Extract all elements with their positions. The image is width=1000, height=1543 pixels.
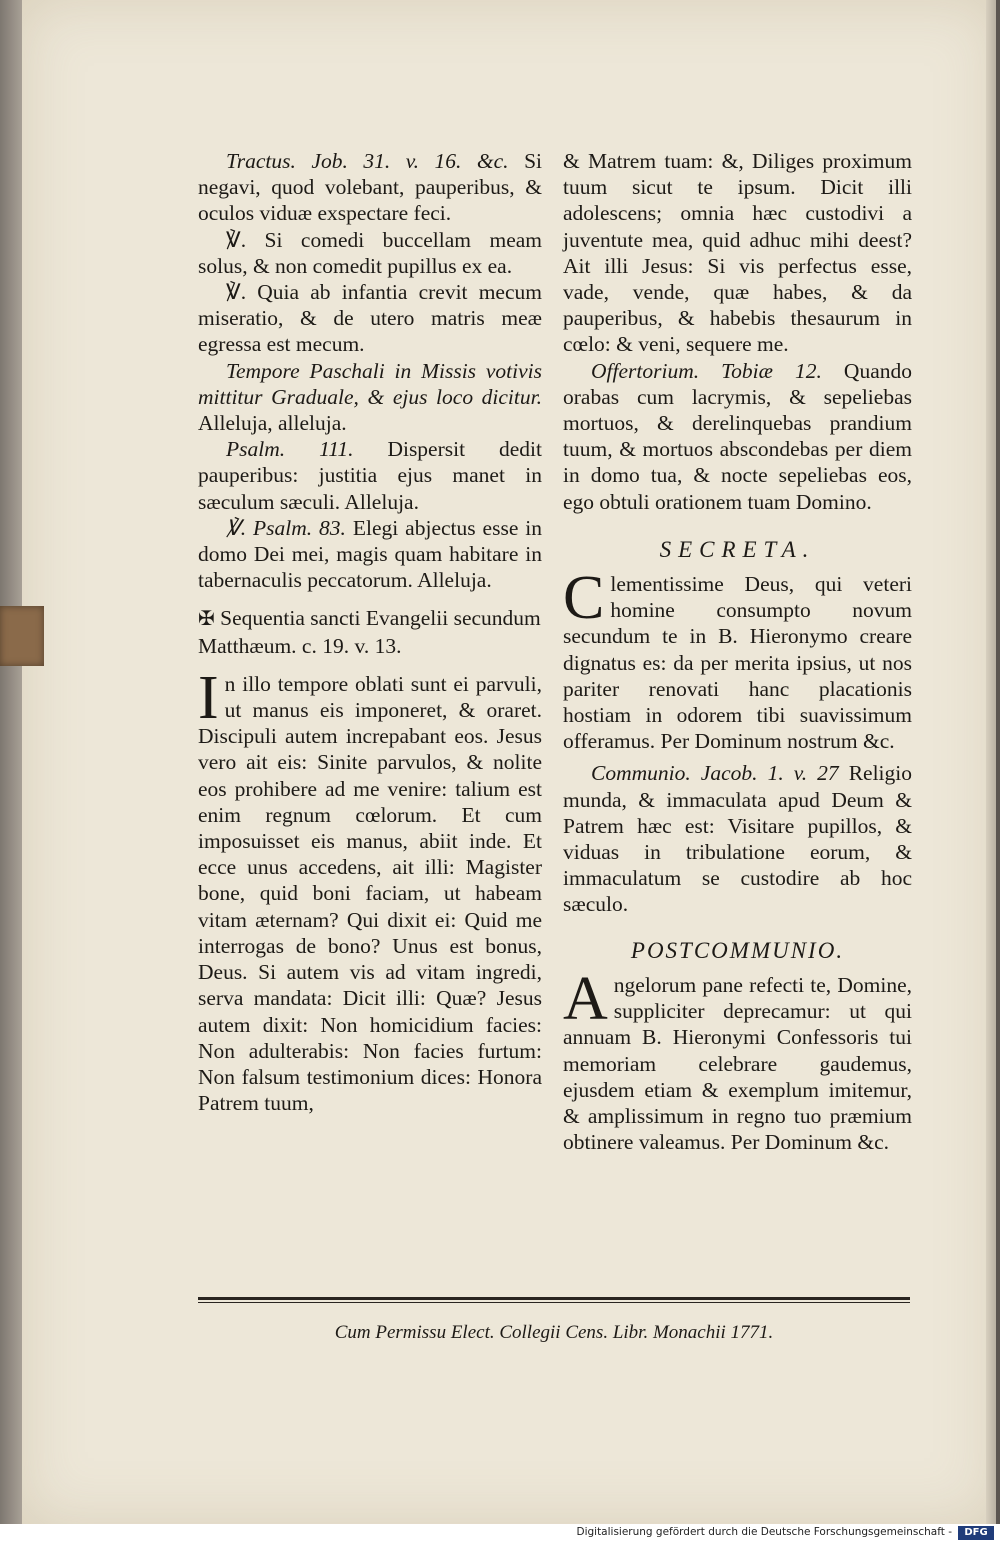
offertorium-reference: Offertorium. Tobiæ 12.: [591, 358, 822, 383]
rubric-paragraph: [198, 358, 542, 437]
gospel-drop-cap: I: [198, 663, 219, 732]
gospel-text: n illo tempore oblati sunt ei parvuli, ut manus eis imponeret, & oraret. Discipuli autem increpabant eos. Jesus vero ait eis: Sinite parvulos, & nolite eos prohibere ad me venire: talium est enim regnum cœlorum. Et cum imposuisset eis manus, abiit inde. Et ecce unus accedens, ait illi: Magister bone, quid boni faciam, ut habeam vitam æternam? Qui dixit ei: Quid me interrogas de bono? Unus est bonus, Deus. Si autem vis ad vitam ingredi, serva mandata: Dicit illi: Quæ? Jesus autem dixit: Non homicidium facies: Non adulterabis: Non facies furtum: Non falsum testimonium dices: Honora Patrem tuum,: [198, 671, 542, 1116]
secreta-heading: SECRETA.: [659, 536, 816, 562]
cross-icon: ✠: [198, 608, 215, 631]
postcommunio-text: ngelorum pane refecti te, Domine, suppliciter deprecamur: ut qui annuam B. Hieronymi Confessoris tui memoriam celebrare gaudemus, ejusdem etiam & exemplum imitemur, & amplissimum in regno tuo præmium obtinere valeamus. Per Dominum &c.: [563, 972, 912, 1155]
postcommunio-drop-cap: A: [563, 964, 608, 1033]
gospel-title-paragraph: [198, 605, 542, 658]
gospel-continuation: & Matrem tuam: &, Diliges proximum tuum sicut te ipsum. Dicit illi adolescens; omnia hæc custodivi a juventute mea, quid adhuc mihi deest? Ait illi Jesus: Si vis perfectus esse, vade, vende, quæ habes, & da pauperibus, & habebis thesaurum in cœlo: & veni, sequere me.: [563, 149, 912, 357]
psalm-111-text: Dispersit dedit pauperibus: justitia ejus manet in sæculum sæculi. Alleluja.: [198, 437, 542, 514]
rubric-text: Tempore Paschali in Missis votivis mittitur Graduale, & ejus loco dicitur.: [198, 358, 542, 409]
tractus-paragraph: [198, 148, 542, 227]
right-column: [563, 148, 912, 1155]
offertorium-paragraph: [563, 358, 912, 515]
communio-text: Religio munda, & immaculata apud Deum & Patrem hæc est: Visitare pupillos, & viduas in tribulatione eorum, & immaculatum se custodire ab hoc sæculo.: [563, 761, 912, 917]
secreta-drop-cap: C: [563, 564, 605, 633]
psalm-111-reference: Psalm. 111.: [226, 437, 354, 462]
tractus-reference: Tractus. Job. 31. v. 16. &c.: [226, 149, 509, 173]
postcommunio-paragraph: [563, 964, 912, 1155]
rubric-alleluja: Alleluja, alleluja.: [198, 411, 347, 436]
tractus-text: Si negavi, quod volebant, pauperibus, & oculos viduæ exspectare feci.: [198, 149, 543, 226]
psalm-83-paragraph: [198, 515, 542, 594]
page-edge-left: [0, 0, 22, 1524]
secreta-text: lementissime Deus, qui veteri homine consumpto novum secundum te in B. Hieronymo creare dignatus es: da per merita ipsius, ut nos pariter renovati hanc placationis hostiam in odorem tibi suavissimum offeramus. Per Dominum nostrum &c.: [563, 572, 912, 754]
gospel-title: Sequentia sancti Evangelii secundum Matthæum. c. 19. v. 13.: [198, 606, 541, 658]
communio-reference: Communio. Jacob. 1. v. 27: [591, 761, 839, 786]
ornamental-rule: [198, 1297, 910, 1300]
page-edge-right: [986, 0, 996, 1524]
dfg-logo: DFG: [958, 1526, 994, 1540]
psalm-83-text: Elegi abjectus esse in domo Dei mei, magis quam habitare in tabernaculis peccatorum. Alleluja.: [198, 515, 543, 593]
funding-credit: Digitalisierung gefördert durch die Deutsche Forschungsgemeinschaft -: [576, 1526, 952, 1538]
digitization-footer: [0, 1524, 1000, 1543]
ornamental-rule-thin: [198, 1302, 910, 1303]
gospel-paragraph: [198, 663, 542, 1116]
versicle-1: ℣. Si comedi buccellam meam solus, & non comedit pupillus ex ea.: [198, 227, 542, 278]
psalm-111-paragraph: [198, 436, 542, 515]
secreta-paragraph: [563, 564, 912, 754]
offertorium-text: Quando orabas cum lacrymis, & sepeliebas mortuos, & derelinquebas prandium tuum, & mortuos abscondebas per diem in domo tua, & nocte sepeliebas eos, ego obtuli orationem tuam Domino.: [563, 358, 912, 514]
psalm-83-reference: ℣. Psalm. 83.: [226, 515, 346, 540]
bookmark-tab: [0, 606, 44, 666]
imprint-line: Cum Permissu Elect. Collegii Cens. Libr. Monachii 1771.: [334, 1322, 774, 1343]
versicle-2: ℣. Quia ab infantia crevit mecum miseratio, & de utero matris meæ egressa est mecum.: [198, 280, 542, 357]
communio-paragraph: [563, 760, 912, 917]
left-column: [198, 148, 542, 1116]
postcommunio-heading: POSTCOMMUNIO.: [630, 937, 845, 963]
